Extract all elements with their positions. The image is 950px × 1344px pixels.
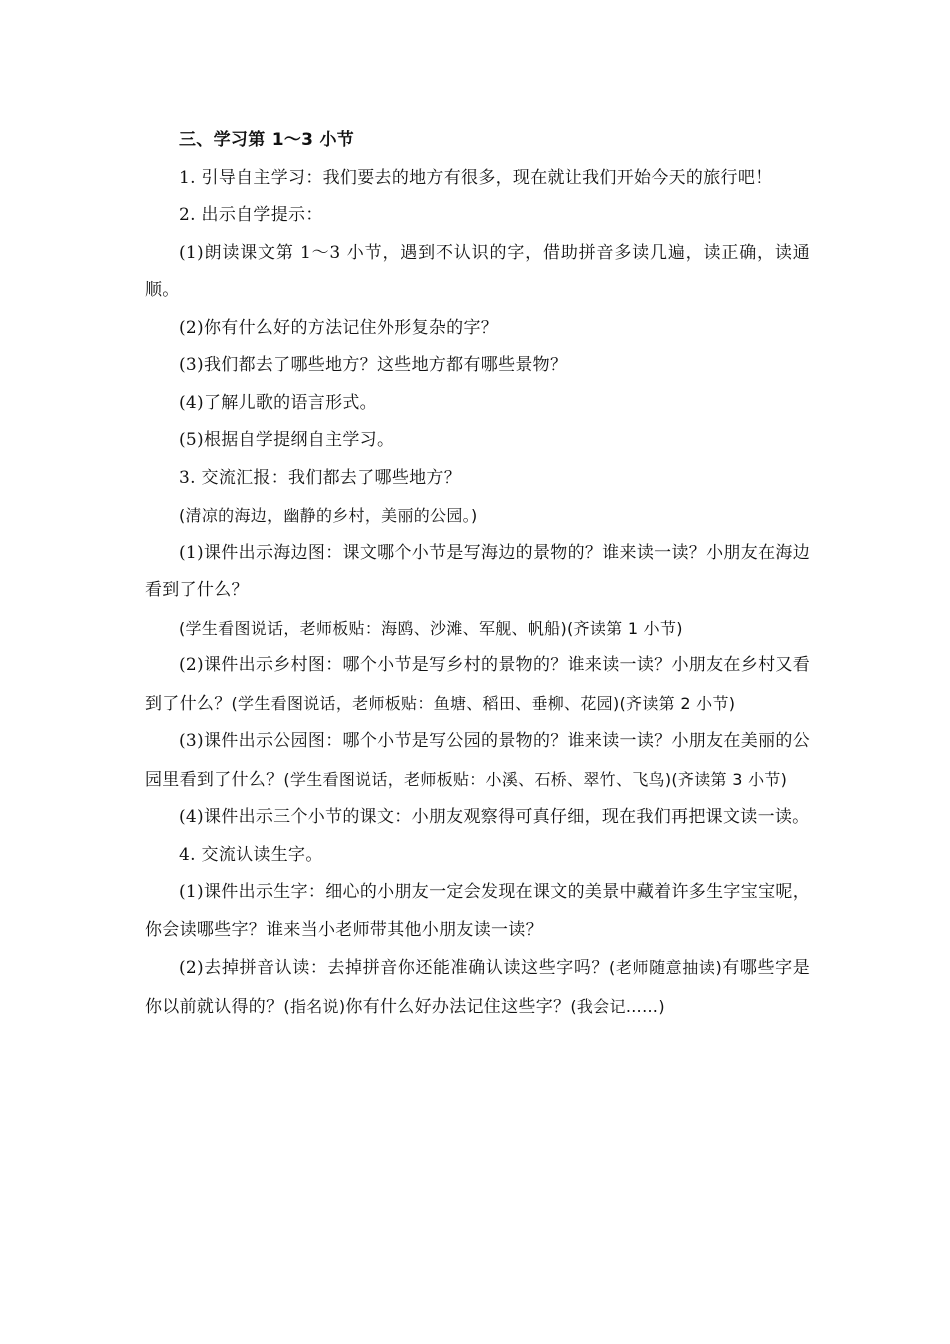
note-i-remember: (我会记……) <box>570 996 665 1016</box>
note-named: (指名说) <box>283 996 346 1016</box>
step-three-sections: (4)课件出示三个小节的课文：小朋友观察得可真仔细，现在我们再把课文读一读。 <box>179 807 810 827</box>
remove-pinyin-text-3: 你有什么好办法记住这些字？ <box>345 996 571 1017</box>
paragraph-characters: 4. 交流认读生字。 <box>179 844 323 865</box>
step-show-characters: (1)课件出示生字：细心的小朋友一定会发现在课文的美景中藏着许多生字宝宝呢，你会读哪些字？谁来当小老师带其他小朋友读一读？ <box>145 882 810 940</box>
paragraph-guide: 1. 引导自主学习：我们要去的地方有很多，现在就让我们开始今天的旅行吧！ <box>179 167 773 188</box>
tip-1: (1)朗读课文第 1～3 小节，遇到不认识的字，借助拼音多读几遍，读正确，读通顺。 <box>145 242 810 300</box>
note-random-read: (老师随意抽读) <box>609 958 722 977</box>
answer-places: (清凉的海边，幽静的乡村，美丽的公园。) <box>179 506 478 525</box>
paragraph-tips-title: 2. 出示自学提示： <box>179 205 323 225</box>
section-heading: 三、学习第 1～3 小节 <box>179 130 355 150</box>
step-village-text: (2)课件出示乡村图：哪个小节是写乡村的景物的？谁来读一读？小朋友在乡村又看到了什么？ <box>145 655 810 714</box>
remove-pinyin-text-2: 有哪些字是你以前就认得的？ <box>145 958 810 1017</box>
tip-3: (3)我们都去了哪些地方？这些地方都有哪些景物？ <box>179 355 568 375</box>
step-remove-pinyin <box>145 949 810 1026</box>
paragraph-report: 3. 交流汇报：我们都去了哪些地方？ <box>179 467 462 488</box>
note-village: (学生看图说话，老师板贴：鱼塘、稻田、垂柳、花园)(齐读第 2 小节) <box>231 693 736 713</box>
step-park-text: (3)课件出示公园图：哪个小节是写公园的景物的？谁来读一读？小朋友在美丽的公园里看到了什么？ <box>145 731 810 790</box>
note-park: (学生看图说话，老师板贴：小溪、石桥、翠竹、飞鸟)(齐读第 3 小节) <box>283 769 788 789</box>
document-body <box>145 122 810 1026</box>
tip-5: (5)根据自学提纲自主学习。 <box>179 430 395 450</box>
step-village <box>145 647 810 723</box>
step-park <box>145 723 810 799</box>
tip-4: (4)了解儿歌的语言形式。 <box>179 392 377 413</box>
step-seaside: (1)课件出示海边图：课文哪个小节是写海边的景物的？谁来读一读？小朋友在海边看到了什么？ <box>145 542 810 600</box>
tip-2: (2)你有什么好的方法记住外形复杂的字？ <box>179 317 499 338</box>
note-seaside: (学生看图说话，老师板贴：海鸥、沙滩、军舰、帆船)(齐读第 1 小节) <box>179 618 683 638</box>
remove-pinyin-text-1: (2)去掉拼音认读：去掉拼音你还能准确认读这些字吗？ <box>179 958 610 978</box>
